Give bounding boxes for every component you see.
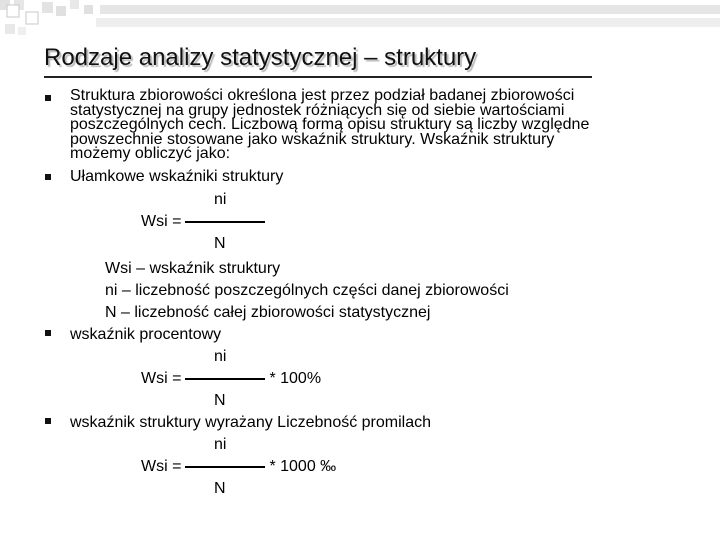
text-line: statystycznej na grupy jednostek różniących się od siebie wartościami bbox=[70, 101, 565, 119]
formula-lhs: Wsi = bbox=[141, 370, 182, 387]
title-underline bbox=[44, 76, 592, 78]
legend-line: Wsi – wskaźnik struktury bbox=[105, 260, 281, 277]
fraction-bar bbox=[185, 378, 265, 380]
formula-suffix: * 100% bbox=[269, 370, 322, 387]
bullet-text: wskaźnik procentowy bbox=[70, 326, 222, 343]
text-line: poszczególnych cech. Liczbową formą opisu struktury są liczby względne bbox=[70, 116, 590, 133]
bullet-item bbox=[44, 168, 684, 325]
legend-line: N – liczebność całej zbiorowości statystycznej bbox=[105, 304, 431, 321]
text-line: powszechnie stosowane jako wskaźnik struktury. Wskaźnik struktury bbox=[70, 130, 555, 148]
formula-numerator: ni bbox=[214, 191, 227, 208]
slide-content bbox=[44, 89, 684, 500]
formula-denominator: N bbox=[214, 235, 226, 252]
corner-square-pattern bbox=[0, 0, 720, 42]
bullet-item bbox=[44, 89, 684, 162]
fraction-bar bbox=[185, 466, 265, 468]
text-line: Struktura zbiorowości określona jest przez podział badanej zbiorowości bbox=[70, 87, 575, 104]
formula-numerator: ni bbox=[214, 436, 227, 453]
formula-lhs: Wsi = bbox=[141, 458, 182, 475]
legend-line: ni – liczebność poszczególnych części danej zbiorowości bbox=[105, 282, 509, 299]
slide-title: Rodzaje analizy statystycznej – struktury bbox=[44, 44, 477, 71]
bullet-item bbox=[44, 412, 684, 500]
formula bbox=[70, 346, 684, 412]
formula-denominator: N bbox=[214, 392, 226, 409]
bullet-text: wskaźnik struktury wyrażany Liczebność promilach bbox=[70, 414, 432, 431]
formula bbox=[70, 434, 684, 500]
text-line: możemy obliczyć jako: bbox=[70, 145, 231, 162]
bullet-text: Ułamkowe wskaźniki struktury bbox=[70, 167, 284, 185]
fraction-bar bbox=[185, 221, 265, 223]
formula-lhs: Wsi = bbox=[141, 213, 182, 230]
formula-suffix: * 1000 ‰ bbox=[269, 458, 337, 475]
bullet-item bbox=[44, 324, 684, 412]
formula-numerator: ni bbox=[214, 348, 227, 365]
formula bbox=[70, 189, 684, 255]
formula-denominator: N bbox=[214, 480, 226, 497]
